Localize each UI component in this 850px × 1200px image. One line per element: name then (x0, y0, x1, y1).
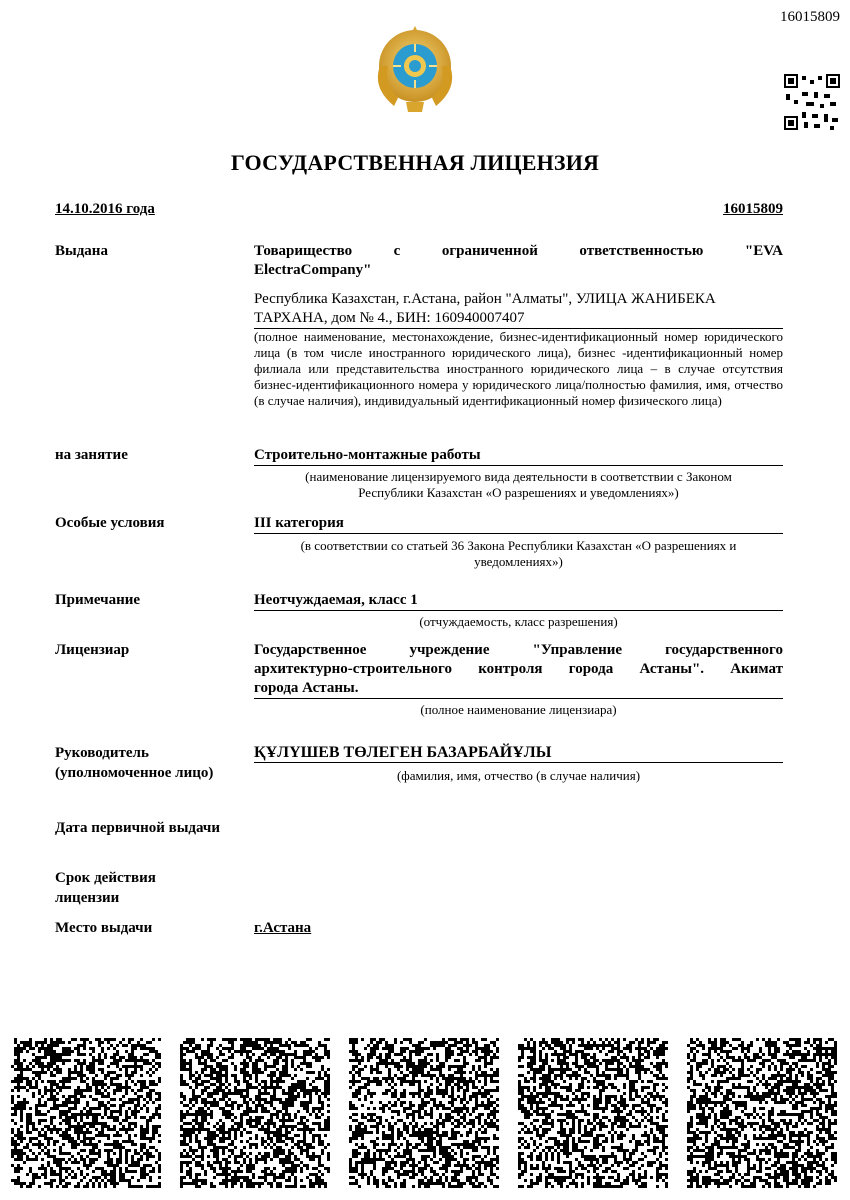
note-label: Примечание (55, 592, 141, 608)
place-value: г.Астана (254, 920, 312, 936)
issued-to-caption: (полное наименование, местонахождение, бизнес-идентификационный номер юридического лица (в том числе иностранного юридического лица), бизнес -идентификационный номер филиала или представительства иностранного юридического лица – в случае отсутствия бизнес-идентификационного номера у юридического лица/полностью фамилия, имя, отчество (в случае наличия), индивидуальный идентификационный номер физического лица) (254, 329, 783, 408)
issued-to-label: Выдана (55, 243, 108, 259)
validity-label: Срок действия лицензии (55, 870, 156, 906)
activity-value: Строительно-монтажные работы (254, 446, 783, 466)
activity-caption: (наименование лицензируемого вида деятельности в соответствии с Законом Республики Казахстан «О разрешениях и уведомлениях») (305, 469, 732, 500)
head-caption: (фамилия, имя, отчество (в случае наличия) (396, 768, 641, 783)
special-conditions-caption: (в соответствии со статьей 36 Закона Республики Казахстан «О разрешениях и уведомлениях») (300, 538, 737, 569)
qr-code-icon (687, 1038, 837, 1188)
qr-code-icon (180, 1038, 330, 1188)
issued-to-name: Товарищество с ограниченной ответственностью "EVA ElectraCompany" (254, 243, 783, 278)
first-issue-date-label: Дата первичной выдачи (55, 820, 221, 836)
document-number-top: 16015809 (780, 9, 840, 25)
head-value: ҚҰЛҮШЕВ ТӨЛЕГЕН БАЗАРБАЙҰЛЫ (254, 743, 783, 763)
place-label: Место выдачи (55, 920, 153, 936)
note-caption: (отчуждаемость, класс разрешения) (419, 614, 618, 629)
issued-to-address: Республика Казахстан, г.Астана, район "Алматы", УЛИЦА ЖАНИБЕКА ТАРХАНА, дом № 4., БИН: 160940007407 (254, 290, 783, 329)
special-conditions-label: Особые условия (55, 515, 165, 531)
head-label: Руководитель (уполномоченное лицо) (55, 745, 214, 781)
licensor-caption: (полное наименование лицензиара) (420, 702, 617, 717)
note-value: Неотчуждаемая, класс 1 (254, 591, 783, 611)
special-conditions-value: III категория (254, 514, 783, 534)
license-number: 16015809 (723, 201, 783, 217)
qr-code-icon (349, 1038, 499, 1188)
document-title: ГОСУДАРСТВЕННАЯ ЛИЦЕНЗИЯ (230, 150, 600, 175)
qr-code-icon (784, 74, 840, 130)
qr-code-icon (11, 1038, 161, 1188)
activity-label: на занятие (55, 447, 128, 463)
qr-codes-row (11, 1038, 841, 1188)
qr-code-icon (518, 1038, 668, 1188)
kazakhstan-state-emblem-icon (370, 22, 460, 114)
issue-date: 14.10.2016 года (55, 201, 155, 217)
licensor-label: Лицензиар (55, 642, 130, 658)
licensor-value: Государственное учреждение "Управление государственного архитектурно-строительного контроля города Астаны". Акимат города Астаны. (254, 641, 783, 699)
